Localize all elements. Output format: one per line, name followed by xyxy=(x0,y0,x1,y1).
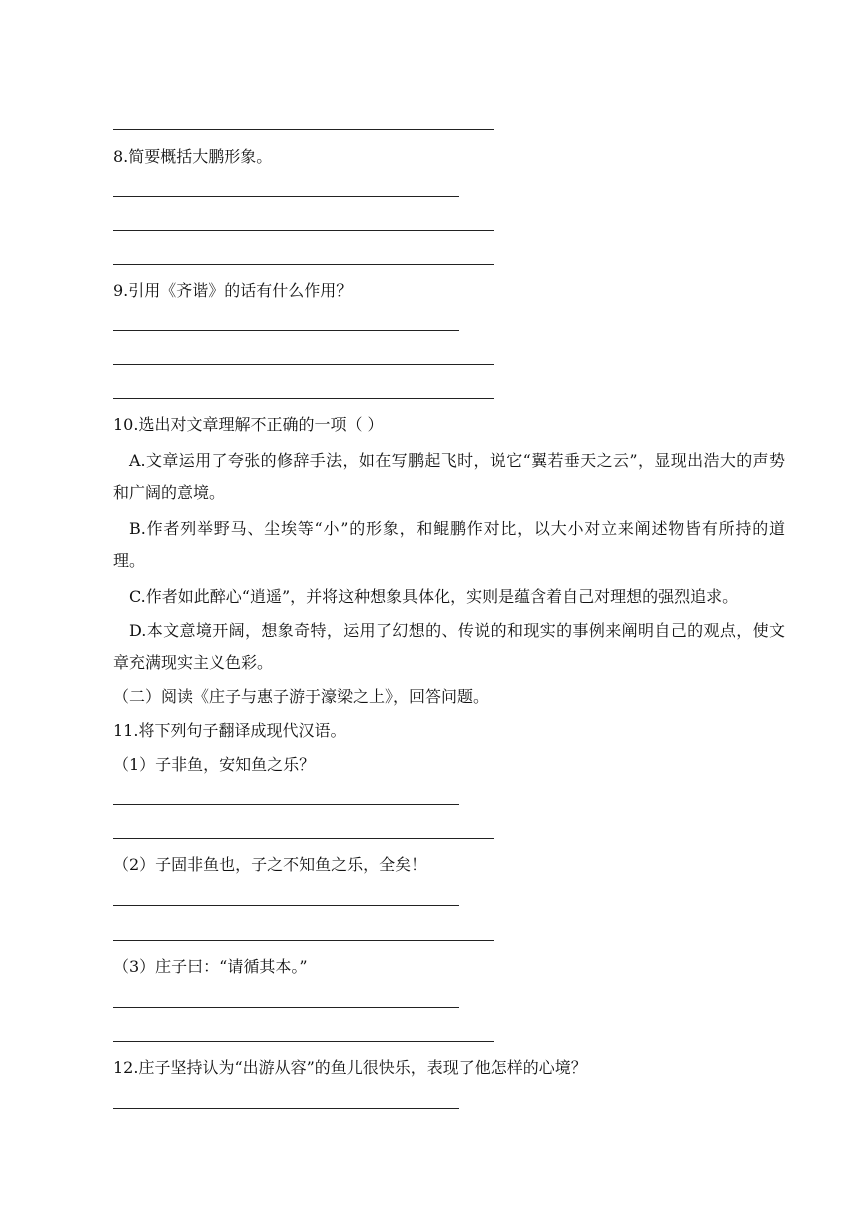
answer-line[interactable] xyxy=(113,1007,459,1008)
question-10: 10.选出对文章理解不正确的一项（ ） xyxy=(113,415,384,434)
option-c[interactable]: C.作者如此醉心“逍遥”，并将这种想象具体化，实则是蕴含着自己对理想的强烈追求。 xyxy=(129,587,739,606)
answer-line[interactable] xyxy=(113,940,494,941)
question-11-item-2: （2）子固非鱼也，子之不知鱼之乐，全矣！ xyxy=(113,855,428,874)
answer-line[interactable] xyxy=(113,1108,459,1109)
question-12: 12.庄子坚持认为“出游从容”的鱼儿很快乐，表现了他怎样的心境？ xyxy=(113,1058,587,1077)
option-a[interactable]: A.文章运用了夸张的修辞手法，如在写鹏起飞时，说它“翼若垂天之云”，显现出浩大的声势和广阔的意境。 xyxy=(113,451,785,502)
question-11-item-3: （3）庄子曰：“请循其本。” xyxy=(113,957,308,976)
answer-line[interactable] xyxy=(113,264,494,265)
option-d[interactable]: D.本文意境开阔，想象奇特，运用了幻想的、传说的和现实的事例来阐明自己的观点，使文章充满现实主义色彩。 xyxy=(113,621,785,672)
answer-line[interactable] xyxy=(113,905,459,906)
answer-line[interactable] xyxy=(113,129,494,130)
option-b[interactable]: B.作者列举野马、尘埃等“小”的形象，和鲲鹏作对比，以大小对立来阐述物皆有所持的道理。 xyxy=(113,519,785,570)
answer-line[interactable] xyxy=(113,230,494,231)
section-heading-text: （二）阅读《庄子与惠子游于濠梁之上》，回答问题。 xyxy=(113,687,490,706)
question-11: 11.将下列句子翻译成现代汉语。 xyxy=(113,721,347,740)
question-9: 9.引用《齐谐》的话有什么作用？ xyxy=(113,281,353,300)
answer-line[interactable] xyxy=(113,398,494,399)
answer-line[interactable] xyxy=(113,838,494,839)
answer-line[interactable] xyxy=(113,1041,494,1042)
answer-line[interactable] xyxy=(113,330,459,331)
answer-line[interactable] xyxy=(113,364,494,365)
answer-line[interactable] xyxy=(113,804,459,805)
answer-line[interactable] xyxy=(113,196,459,197)
section-heading xyxy=(113,687,489,707)
question-8: 8.简要概括大鹏形象。 xyxy=(113,147,273,166)
question-11-item-1: （1）子非鱼，安知鱼之乐？ xyxy=(113,755,316,774)
